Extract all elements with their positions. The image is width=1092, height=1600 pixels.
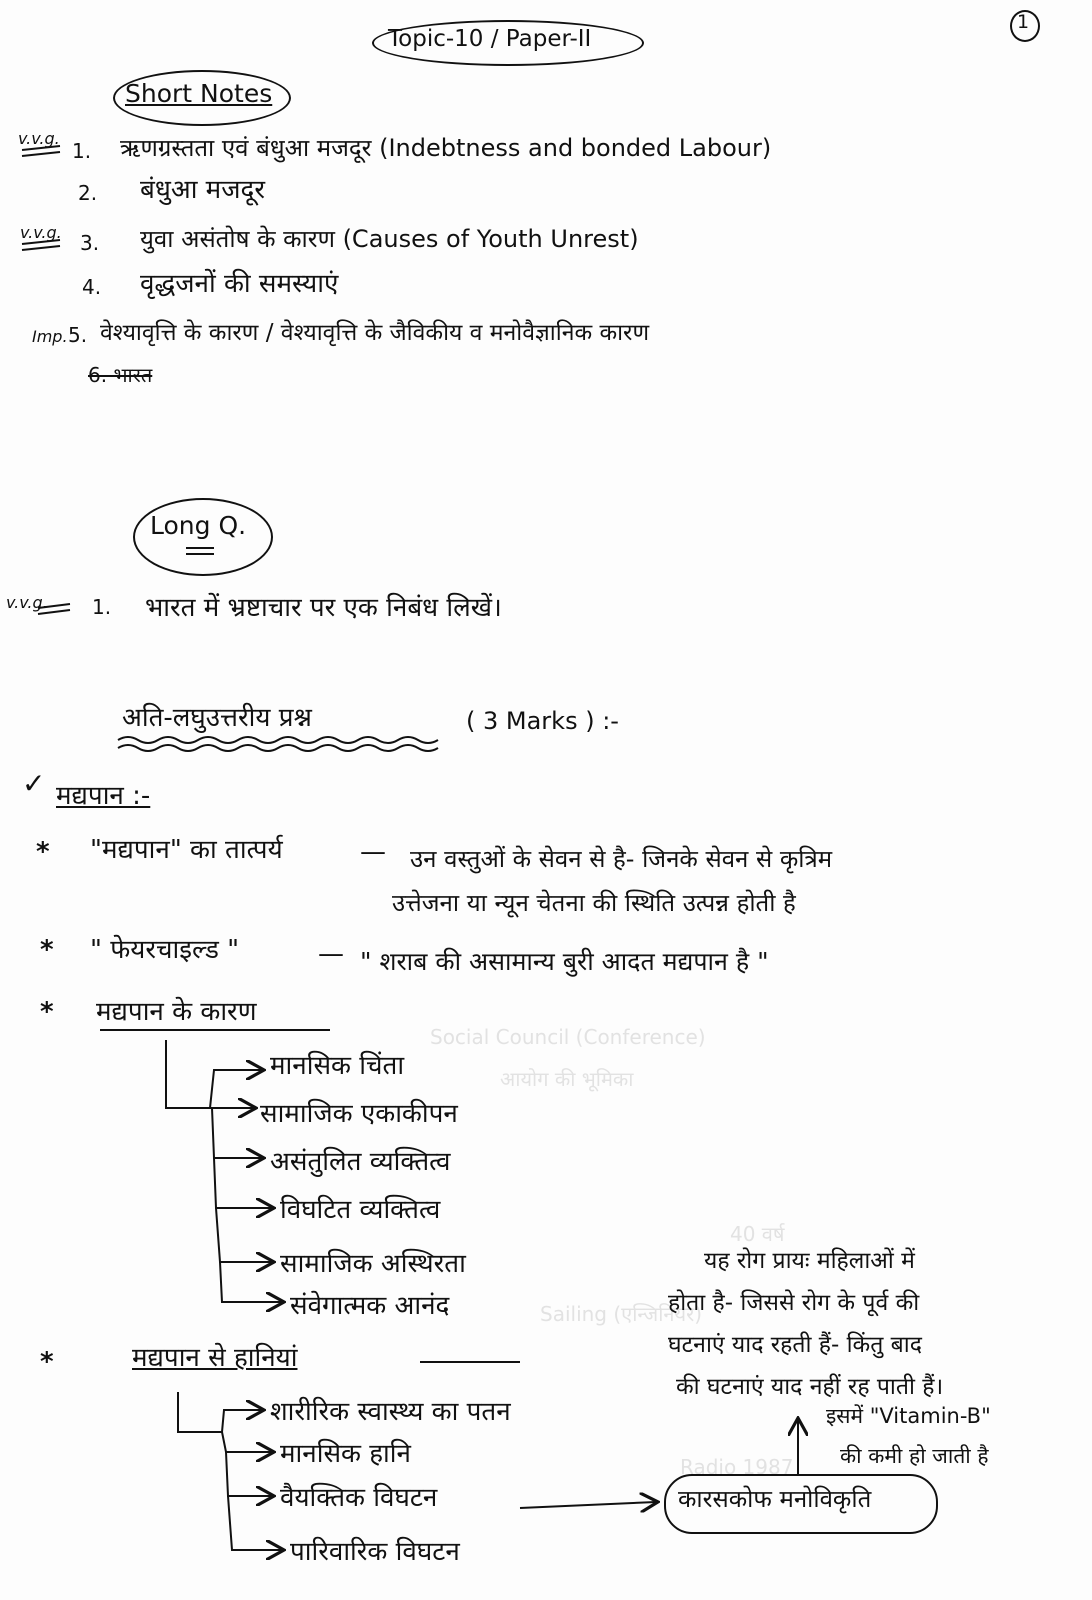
side-note-line: घटनाएं याद रहती हैं- किंतु बाद [668,1332,922,1358]
long-question-1: भारत में भ्रष्टाचार पर एक निबंध लिखें। [145,593,502,623]
bullet-star: * [40,1347,54,1377]
bleed-through-text: Sailing (एन्जिनियर) [540,1302,703,1326]
priority-mark: v.v.g. [18,129,60,148]
cause-item: विघटित व्यक्तित्व [280,1195,441,1225]
very-short-heading: अति-लघुउत्तरीय प्रश्न [122,703,312,733]
bullet-star: * [36,837,50,867]
short-note-4: वृद्धजनों की समस्याएं [140,269,339,299]
harm-item: पारिवारिक विघटन [290,1537,460,1567]
causes-heading: मद्यपान के कारण [96,997,257,1027]
topic-title: Topic-10 / Paper-II [388,26,592,52]
priority-mark: v.v.g. [20,223,62,242]
side-note-line: की घटनाएं याद नहीं रह पाती हैं। [676,1374,944,1400]
vitamin-note-line: की कमी हो जाती है [840,1444,989,1468]
harm-item: शारीरिक स्वास्थ्य का पतन [270,1397,511,1427]
short-note-2: बंधुआ मजदूर [140,175,265,205]
tick-mark: ✓ [22,767,46,800]
long-q-heading: Long Q. [150,511,247,540]
item-number: 5. [68,323,88,347]
bullet-star: * [40,997,54,1027]
marks-label: ( 3 Marks ) :- [466,707,619,735]
vitamin-note-line: इसमें "Vitamin-B" [826,1404,991,1428]
bleed-through-text: आयोग की भूमिका [500,1067,634,1091]
item-number: 2. [78,181,98,205]
fairchild-dash: — [318,939,344,969]
side-note-line: होता है- जिससे रोग के पूर्व की [668,1290,920,1316]
bleed-through-text: Radio 1987 [680,1455,794,1479]
bullet-star: * [40,935,54,965]
priority-mark: Imp. [32,327,68,346]
item-number: 3. [80,231,100,255]
cause-item: मानसिक चिंता [270,1051,405,1081]
cause-item: सामाजिक अस्थिरता [280,1249,466,1279]
meaning-line-2: उत्तेजना या न्यून चेतना की स्थिति उत्पन्न होती है [392,889,796,917]
page-number: 1 [1017,11,1030,33]
cause-item: सामाजिक एकाकीपन [260,1099,458,1129]
short-note-3: युवा असंतोष के कारण (Causes of Youth Unrest) [140,225,639,253]
fairchild-label: " फेयरचाइल्ड " [90,935,240,965]
cause-item: असंतुलित व्यक्तित्व [270,1147,451,1177]
item-number: 4. [82,275,102,299]
priority-mark: v.v.g. [6,593,48,612]
meaning-line-1: उन वस्तुओं के सेवन से है- जिनके सेवन से कृत्रिम [410,845,833,873]
meaning-label: "मद्यपान" का तात्पर्य [90,835,283,865]
korsakoff-label: कारसकोफ मनोविकृति [678,1485,872,1513]
struck-item: 6. भारत [88,363,153,387]
short-note-5: वेश्यावृत्ति के कारण / वेश्यावृत्ति के जैविकीय व मनोवैज्ञानिक कारण [100,320,650,346]
cause-item: संवेगात्मक आनंद [290,1291,450,1321]
alcoholism-title: मद्यपान :- [56,781,151,811]
harm-item: मानसिक हानि [280,1439,411,1469]
short-note-1: ऋणग्रस्तता एवं बंधुआ मजदूर (Indebtness and bonded Labour) [120,134,772,162]
bleed-through-text: Social Council (Conference) [430,1025,706,1049]
item-number: 1. [72,139,92,163]
side-note-line: यह रोग प्रायः महिलाओं में [704,1248,915,1274]
bleed-through-text: 40 वर्ष [730,1222,785,1246]
fairchild-quote: " शराब की असामान्य बुरी आदत मद्यपान है " [360,947,769,976]
meaning-dash: — [360,837,386,867]
short-notes-heading: Short Notes [125,79,273,108]
harms-heading: मद्यपान से हानियां [132,1343,298,1373]
harm-item: वैयक्तिक विघटन [280,1483,438,1513]
item-number: 1. [92,595,112,619]
